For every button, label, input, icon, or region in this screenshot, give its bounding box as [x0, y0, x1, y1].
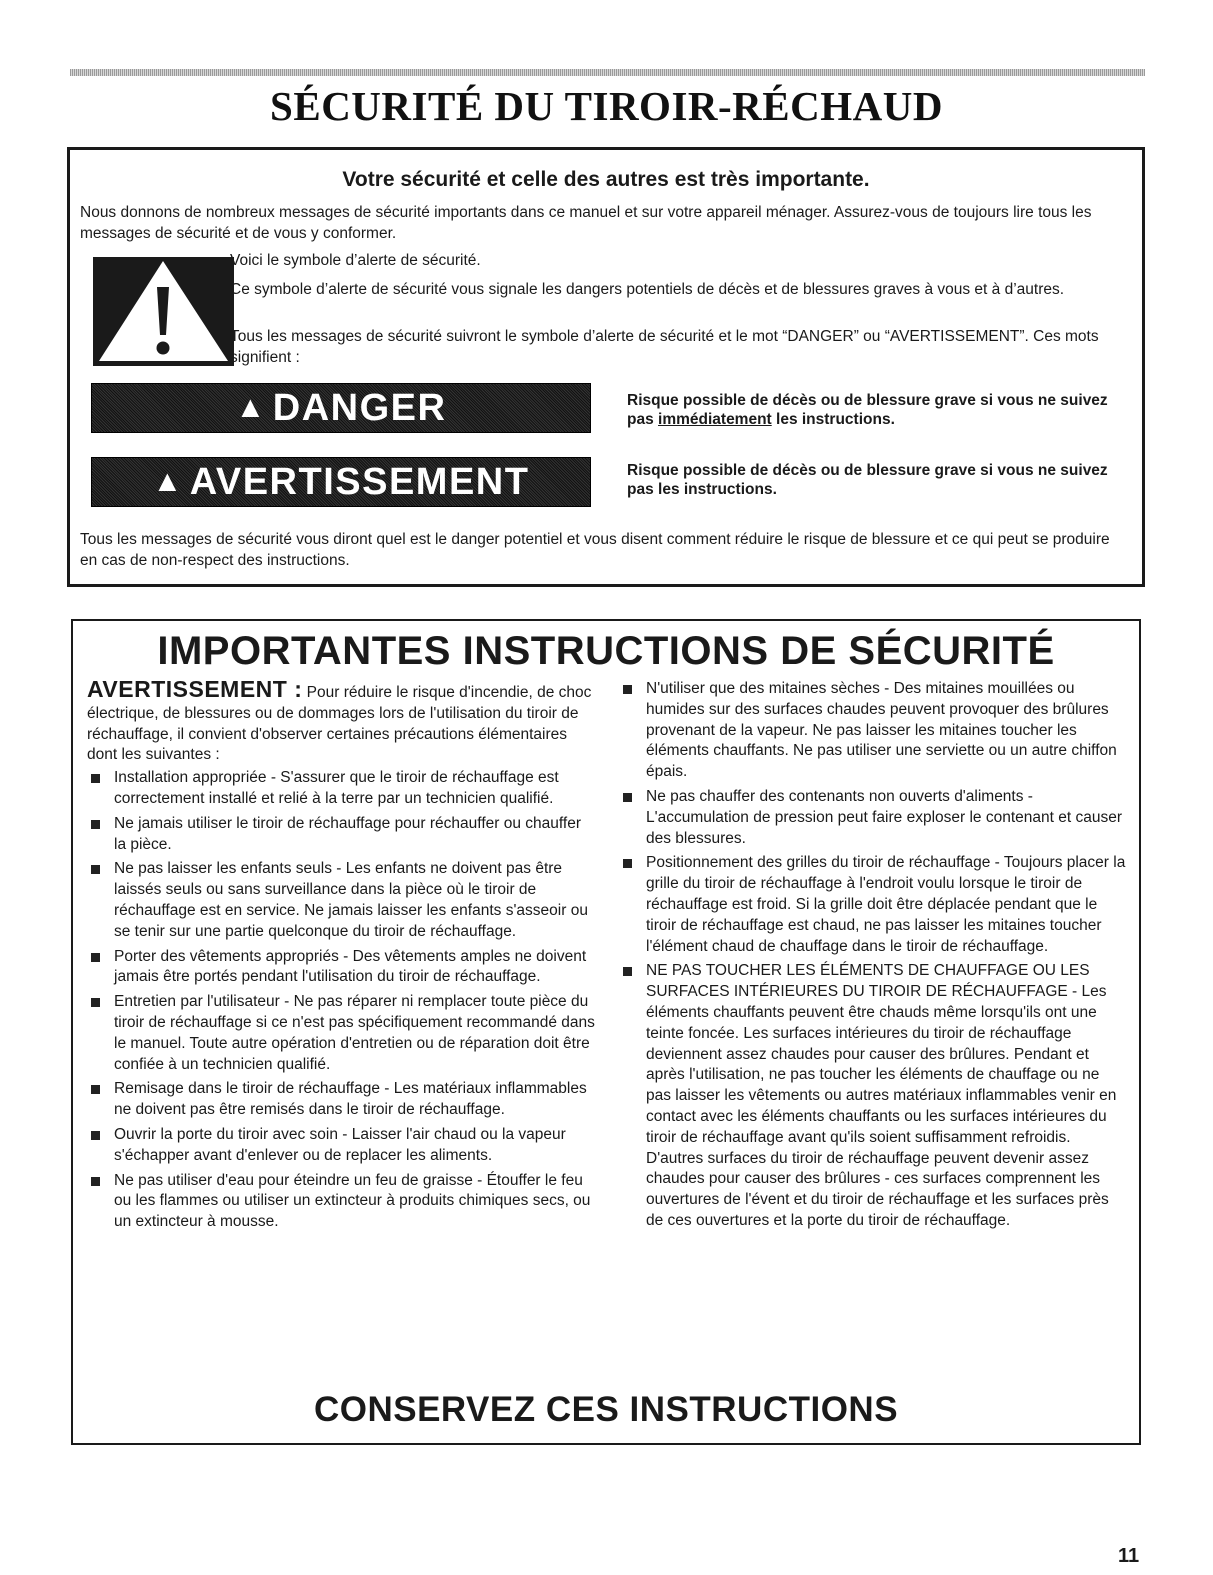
instructions-box — [71, 619, 1141, 1445]
instructions-warning: AVERTISSEMENT : Pour réduire le risque d'incendie, de choc électrique, de blessures ou de dommages lors de l'utilisation du tiroir de réchauffage, il convient d'observer certaines précautions élémentaires dont les suivantes : — [87, 676, 592, 764]
danger-description: Risque possible de décès ou de blessure grave si vous ne suivez pas immédiatement les instructions. — [627, 392, 1108, 428]
list-item-text: Ne pas chauffer des contenants non ouverts d'aliments - L'accumulation de pression peut faire exploser le contenant et causer des blessures. — [646, 787, 1122, 847]
list-item — [87, 814, 595, 856]
square-bullet-icon — [623, 859, 632, 868]
list-item-text: Ouvrir la porte du tiroir avec soin - Laisser l'air chaud ou la vapeur s'échapper avant d'enlever ou de replacer les aliments. — [114, 1125, 566, 1164]
square-bullet-icon — [623, 793, 632, 802]
list-item-text: NE PAS TOUCHER LES ÉLÉMENTS DE CHAUFFAGE OU LES SURFACES INTÉRIEURES DU TIROIR DE RÉCHAUFFAGE - Les éléments chauffants peuvent être chauds même lorsqu'ils ont une teinte foncée. Les surfaces intérieures du tiroir de réchauffage deviennent assez chaudes pour causer des brûlures. Pendant et après l'utilisation, ne pas toucher les éléments de chauffage ou ne pas laisser les vêtements ou autres matériaux inflammables venir en contact avec les éléments chauffants ou les surfaces intérieures du tiroir de réchauffage avant qu'ils soient suffisamment refroidis. D'autres surfaces du tiroir de réchauffage peuvent devenir assez chaudes pour causer des brûlures - ces surfaces comprennent les ouvertures de l'évent et du tiroir de réchauffage et les surfaces près de ces ouvertures et la porte du tiroir de réchauffage. — [646, 962, 1117, 1229]
left-bullet-list — [87, 768, 595, 1233]
list-item-text: Ne pas laisser les enfants seuls - Les enfants ne doivent pas être laissés seuls ou sans surveillance dans la pièce où le tiroir de réchauffage est en service. Ne jamais laisser les enfants s'asseoir ou se tenir sur une partie quelconque du tiroir de réchauffage. — [114, 860, 588, 940]
list-item-text: N'utiliser que des mitaines sèches - Des mitaines mouillées ou humides sur des surfaces chaudes peuvent provoquer des brûlures provenant de la vapeur. Ne pas laisser les mitaines toucher les éléments chauffants. Ne pas utiliser une serviette ou un autre chiffon épais. — [646, 680, 1117, 781]
list-item — [619, 853, 1127, 957]
list-item — [87, 859, 595, 942]
warning-signal-bar — [91, 457, 591, 507]
danger-signal-bar — [91, 383, 591, 433]
list-item-text: Installation appropriée - S'assurer que le tiroir de réchauffage est correctement installé et relié à la terre par un technicien qualifié. — [114, 769, 559, 807]
list-item — [87, 1125, 595, 1167]
square-bullet-icon — [91, 865, 100, 874]
list-item — [87, 992, 595, 1075]
list-item — [87, 1171, 595, 1233]
square-bullet-icon — [91, 998, 100, 1007]
list-item — [619, 787, 1127, 849]
square-bullet-icon — [91, 953, 100, 962]
safety-intro: Nous donnons de nombreux messages de sécurité importants dans ce manuel et sur votre appareil ménager. Assurez-vous de toujours lire tous les messages de sécurité et de vous y conformer. — [80, 204, 1092, 242]
instructions-title: IMPORTANTES INSTRUCTIONS DE SÉCURITÉ — [157, 629, 1055, 673]
list-item-text: Remisage dans le tiroir de réchauffage - Les matériaux inflammables ne doivent pas être remisés dans le tiroir de réchauffage. — [114, 1080, 587, 1119]
list-item — [87, 768, 595, 810]
list-item-text: Ne jamais utiliser le tiroir de réchauffage pour réchauffer ou chauffer la pièce. — [114, 814, 581, 853]
square-bullet-icon — [91, 1131, 100, 1140]
keep-instructions-title: CONSERVEZ CES INSTRUCTIONS — [313, 1390, 899, 1429]
square-bullet-icon — [91, 774, 100, 783]
top-rule — [70, 69, 1145, 76]
page-number: 11 — [1118, 1545, 1140, 1567]
square-bullet-icon — [623, 967, 632, 976]
square-bullet-icon — [623, 685, 632, 694]
danger-label: DANGER — [272, 386, 447, 429]
list-item — [87, 1079, 595, 1121]
safety-box — [67, 147, 1145, 587]
list-item — [619, 679, 1127, 783]
list-item — [619, 961, 1127, 1231]
list-item — [87, 947, 595, 989]
square-bullet-icon — [91, 1085, 100, 1094]
square-bullet-icon — [91, 1177, 100, 1186]
warning-description: Risque possible de décès ou de blessure grave si vous ne suivez pas les instructions. — [627, 462, 1108, 498]
warning-label: AVERTISSEMENT — [189, 460, 530, 503]
alert-words-text: Tous les messages de sécurité suivront le symbole d’alerte de sécurité et le mot “DANGER” ou “AVERTISSEMENT”. Ces mots signifient : — [230, 328, 1099, 366]
list-item-text: Entretien par l'utilisateur - Ne pas réparer ni remplacer toute pièce du tiroir de réchauffage si ce n'est pas spécifiquement recommandé dans le manuel. Toute autre opération d'entretien ou de réparation doit être confiée à un technicien qualifié. — [114, 993, 595, 1073]
page-title: SÉCURITÉ DU TIROIR-RÉCHAUD — [270, 83, 943, 129]
list-item-text: Porter des vêtements appropriés - Des vêtements amples ne doivent jamais être portés pendant l'utilisation du tiroir de réchauffage. — [114, 947, 587, 986]
square-bullet-icon — [91, 820, 100, 829]
instructions-left-column — [87, 676, 595, 1237]
instructions-right-column — [619, 679, 1127, 1236]
warning-triangle-icon: ▲ — [235, 391, 267, 424]
alert-symbol-text: Voici le symbole d’alerte de sécurité. — [230, 252, 481, 269]
list-item-text: Ne pas utiliser d'eau pour éteindre un feu de graisse - Étouffer le feu ou les flammes ou utiliser un extincteur à produits chimiques secs, ou un extincteur à mousse. — [114, 1171, 591, 1231]
safety-closing: Tous les messages de sécurité vous diront quel est le danger potentiel et vous disent comment réduire le risque de blessure et ce qui peut se produire en cas de non-respect des instructions. — [80, 531, 1110, 569]
alert-meaning-text: Ce symbole d’alerte de sécurité vous signale les dangers potentiels de décès et de blessures graves à vous et à d’autres. — [230, 281, 1065, 298]
right-bullet-list — [619, 679, 1127, 1232]
warning-triangle-icon: ▲ — [152, 465, 184, 498]
list-item-text: Positionnement des grilles du tiroir de réchauffage - Toujours placer la grille du tiroir de réchauffage à l'endroit voulu lorsque le tiroir de réchauffage est froid. Si la grille doit être déplacée pendant que le tiroir de réchauffage est chaud, ne pas laisser les mitaines toucher l'élément chaud de chauffage dans le tiroir de réchauffage. — [646, 854, 1126, 955]
safety-heading: Votre sécurité et celle des autres est très importante. — [342, 168, 870, 191]
warning-triangle-icon — [93, 257, 234, 366]
